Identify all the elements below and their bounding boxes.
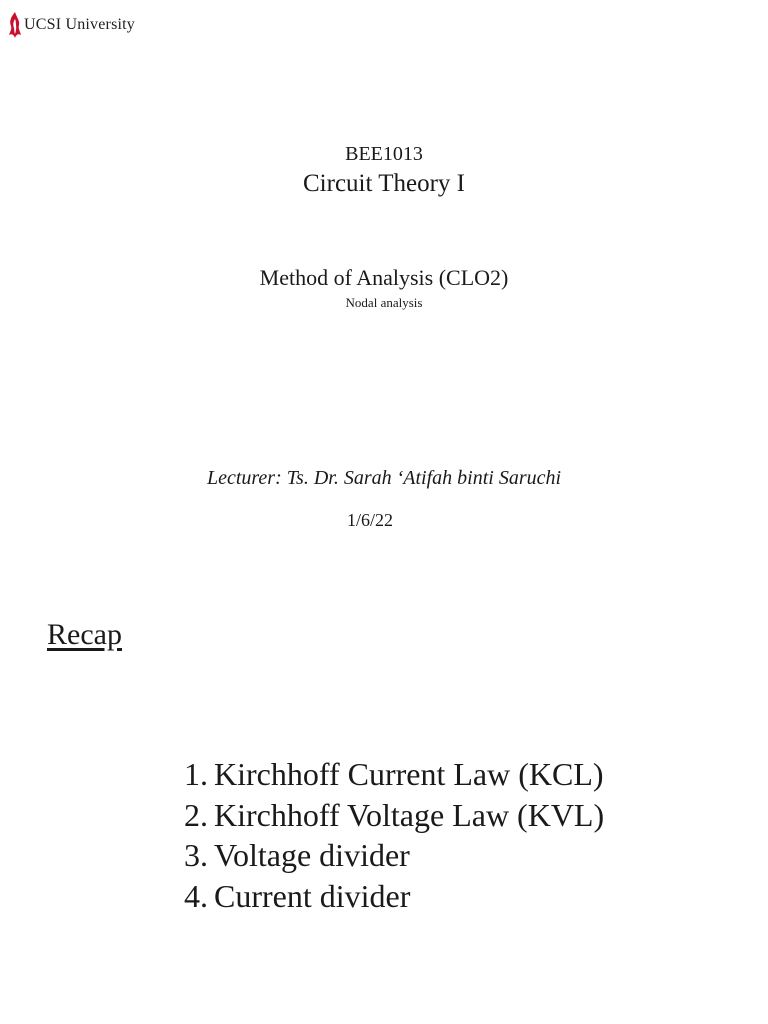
list-item [184, 795, 604, 836]
list-text: Voltage divider [214, 837, 410, 873]
university-logo [8, 10, 135, 40]
list-item [184, 876, 604, 917]
date: 1/6/22 [346, 510, 393, 530]
list-number: 2. [184, 796, 208, 833]
course-title: Circuit Theory I [303, 170, 465, 197]
section-subtitle: Nodal analysis [345, 295, 423, 310]
course-code: BEE1013 [345, 143, 423, 165]
list-number: 3. [184, 837, 208, 873]
list-text: Current divider [214, 877, 411, 914]
list-item [184, 754, 604, 795]
list-item [184, 835, 604, 876]
flame-icon [8, 11, 22, 39]
university-name: UCSI University [24, 16, 135, 33]
list-number: 1. [184, 756, 208, 792]
recap-heading: Recap [47, 618, 122, 651]
list-text: Kirchhoff Voltage Law (KVL) [214, 796, 605, 833]
list-number: 4. [184, 877, 208, 914]
section-title: Method of Analysis (CLO2) [259, 265, 509, 290]
list-text: Kirchhoff Current Law (KCL) [214, 756, 604, 792]
recap-list [184, 754, 604, 916]
lecturer-name: Lecturer: Ts. Dr. Sarah ‘Atifah binti Saruchi [206, 467, 562, 489]
